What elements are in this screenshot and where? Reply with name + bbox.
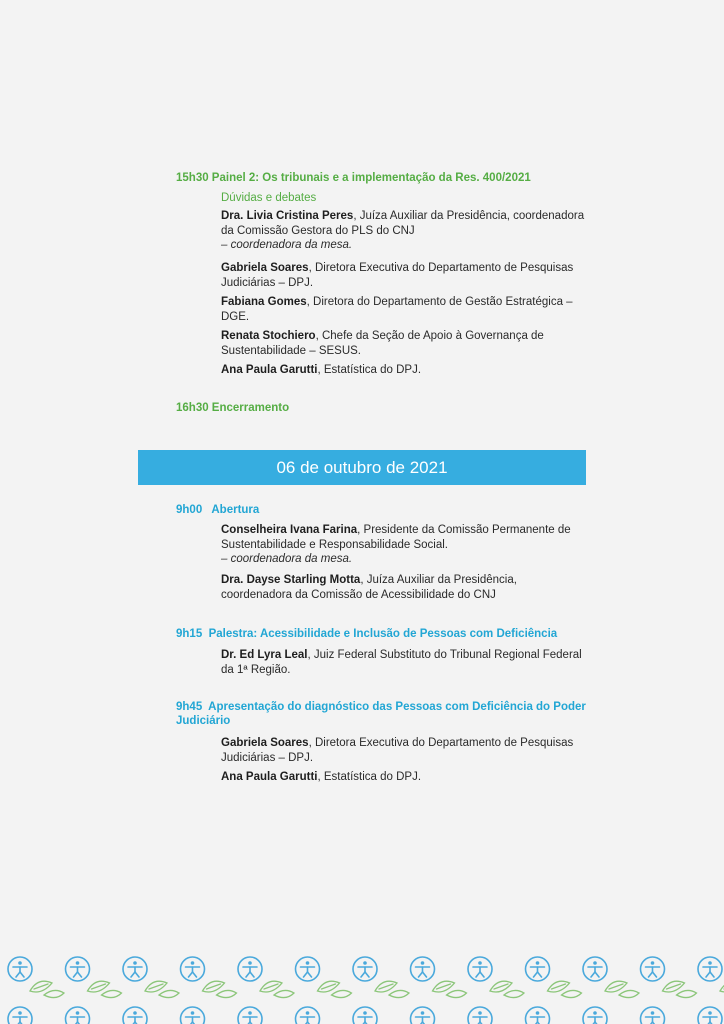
- leaf-icon: [605, 981, 639, 997]
- speaker-role: , Diretora do Departamento de Gestão Estratégica – DGE.: [221, 296, 573, 323]
- accessibility-icon: [8, 957, 32, 981]
- leaf-icon: [318, 981, 352, 997]
- speaker-name: Fabiana Gomes: [221, 296, 307, 308]
- accessibility-icon: [238, 1007, 262, 1024]
- accessibility-icon: [698, 1007, 722, 1024]
- session-subtitle: Dúvidas e debates: [221, 192, 317, 204]
- speaker-name: Conselheira Ivana Farina: [221, 524, 358, 536]
- leaf-icon: [720, 981, 724, 997]
- leaf-icon: [88, 981, 122, 997]
- accessibility-icon: [66, 957, 90, 981]
- accessibility-icon: [411, 1007, 435, 1024]
- speaker-entry: [221, 648, 587, 677]
- accessibility-icon: [698, 957, 722, 981]
- speaker-entry: [221, 261, 587, 290]
- speaker-name: Dra. Livia Cristina Peres: [221, 210, 354, 222]
- speaker-name: Dr. Ed Lyra Leal: [221, 649, 308, 661]
- footer-pattern: [0, 945, 724, 1024]
- leaf-icon: [260, 981, 294, 997]
- accessibility-icon: [641, 957, 665, 981]
- speaker-note: – coordenadora da mesa.: [221, 239, 353, 251]
- session-title-presentation: 9h45 Apresentação do diagnóstico das Pessoas com Deficiência do Poder Judiciário: [176, 701, 590, 727]
- speaker-role: , Diretora Executiva do Departamento de Pesquisas Judiciárias – DPJ.: [221, 262, 574, 289]
- leaf-icon: [145, 981, 179, 997]
- accessibility-icon: [526, 957, 550, 981]
- leaf-icon: [433, 981, 467, 997]
- speaker-role: , Juíza Auxiliar da Presidência, coordenadora da Comissão Gestora do PLS do CNJ: [221, 210, 585, 237]
- accessibility-icon: [353, 1007, 377, 1024]
- leaf-icon: [548, 981, 582, 997]
- accessibility-icon: [526, 1007, 550, 1024]
- accessibility-icon: [123, 1007, 147, 1024]
- speaker-role: , Estatística do DPJ.: [317, 771, 422, 783]
- accessibility-icon: [583, 957, 607, 981]
- speaker-entry: [221, 295, 587, 324]
- session-title-talk: 9h15 Palestra: Acessibilidade e Inclusão de Pessoas com Deficiência: [176, 628, 558, 640]
- speaker-note: – coordenadora da mesa.: [221, 553, 353, 565]
- speaker-entry: [221, 573, 587, 602]
- accessibility-icon: [583, 1007, 607, 1024]
- leaf-icon: [375, 981, 409, 997]
- speaker-name: Ana Paula Garutti: [221, 364, 318, 376]
- date-label: 06 de outubro de 2021: [276, 457, 448, 477]
- speaker-entry: [221, 770, 587, 785]
- leaf-icon: [663, 981, 697, 997]
- accessibility-icon: [123, 957, 147, 981]
- leaf-icon: [203, 981, 237, 997]
- speaker-name: Gabriela Soares: [221, 737, 309, 749]
- accessibility-icon: [641, 1007, 665, 1024]
- speaker-role: , Presidente da Comissão Permanente de Sustentabilidade e Responsabilidade Social.: [221, 524, 571, 551]
- accessibility-icon: [411, 957, 435, 981]
- speaker-entry: [221, 523, 587, 567]
- speaker-role: , Juiz Federal Substituto do Tribunal Regional Federal da 1ª Região.: [221, 649, 582, 676]
- accessibility-icon: [353, 957, 377, 981]
- leaf-icon: [30, 981, 64, 997]
- accessibility-icon: [66, 1007, 90, 1024]
- speaker-role: , Diretora Executiva do Departamento de Pesquisas Judiciárias – DPJ.: [221, 737, 574, 764]
- speaker-role: , Chefe da Seção de Apoio à Governança de Sustentabilidade – SESUS.: [221, 330, 544, 357]
- leaf-icon: [490, 981, 524, 997]
- session-title-opening: 9h00 Abertura: [176, 504, 260, 516]
- speaker-name: Ana Paula Garutti: [221, 771, 318, 783]
- accessibility-icon: [238, 957, 262, 981]
- footer-pattern-svg: [0, 945, 724, 1024]
- speaker-entry: [221, 329, 587, 358]
- accessibility-icon: [296, 957, 320, 981]
- accessibility-icon: [296, 1007, 320, 1024]
- speaker-name: Dra. Dayse Starling Motta: [221, 574, 361, 586]
- speaker-role: , Estatística do DPJ.: [317, 364, 422, 376]
- speaker-name: Renata Stochiero: [221, 330, 316, 342]
- speaker-entry: [221, 363, 587, 378]
- session-title-closing: 16h30 Encerramento: [176, 402, 290, 414]
- accessibility-icon: [8, 1007, 32, 1024]
- accessibility-icon: [468, 957, 492, 981]
- speaker-entry: [221, 736, 587, 765]
- date-banner: [138, 450, 586, 485]
- accessibility-icon: [181, 1007, 205, 1024]
- speaker-entry: [221, 209, 587, 253]
- accessibility-icon: [468, 1007, 492, 1024]
- session-title-panel2: 15h30 Painel 2: Os tribunais e a implementação da Res. 400/2021: [176, 172, 531, 184]
- accessibility-icon: [181, 957, 205, 981]
- speaker-name: Gabriela Soares: [221, 262, 309, 274]
- speaker-role: , Juíza Auxiliar da Presidência, coordenadora da Comissão de Acessibilidade do CNJ: [221, 574, 517, 601]
